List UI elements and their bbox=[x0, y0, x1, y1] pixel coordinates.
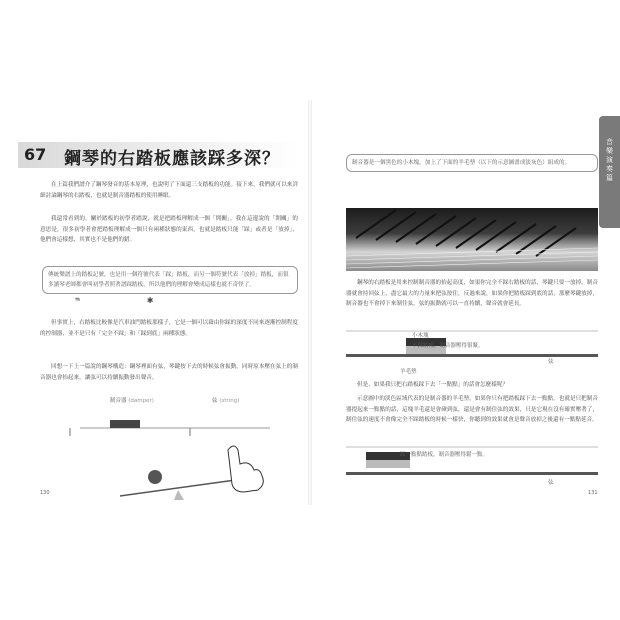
pedal-symbols bbox=[75, 296, 215, 306]
pedal-release-icon: ✱ bbox=[146, 296, 156, 305]
right-page-number: 131 bbox=[588, 490, 598, 496]
damper-lever-diagram bbox=[60, 398, 300, 508]
right-note-box: 制音器是一個黑色的小木塊，加上了下面的羊毛墊（以下的示意圖畫成淡灰色）組成的。 bbox=[346, 154, 598, 172]
damper-photo-art bbox=[346, 208, 598, 271]
right-paragraph-1: 鋼琴的右踏板是用來控制制音器的抬起高度，如果你完全不踩右踏板的話，琴鍵只要一放掉，制音器就會持回弦上，盡它最大的力量來把弦按住，反過來說，如果你把踏板踩到底的話，那麼琴鍵放掉，制音器也不會掉下來制住弦，弦的振動就可以一直持續，聲音就會延長。 bbox=[346, 280, 598, 307]
felt-pad-2 bbox=[366, 460, 410, 468]
left-note-box: 傳統樂譜上的踏板記號，也是用一個符號代表「踩」踏板，而另一個符號代表「放掉」踏板，而很多讀琴老師都會叫初學者照著譜踩踏板，所以他們的理解會變成這樣也就不奇怪了。 bbox=[42, 266, 298, 294]
top-border bbox=[346, 330, 598, 332]
string-label-text: 弦 bbox=[212, 398, 218, 404]
string-label-1: 弦 bbox=[548, 359, 554, 365]
chapter-number: 67 bbox=[24, 145, 47, 164]
top-border-2 bbox=[346, 446, 598, 448]
damper-label-sub: (damper) bbox=[128, 398, 154, 404]
chapter-banner bbox=[18, 142, 298, 168]
pedal-lever bbox=[120, 478, 250, 496]
damper-label-text: 制音器 bbox=[110, 398, 127, 404]
left-paragraph-4: 回想一下上一篇說的鋼琴構造：鋼琴裡面有弦，琴鍵按下去的時候弦會振動，同時原本壓在弦上的制音器也會抬起來，讓弦可以持續振動發出聲音。 bbox=[40, 364, 298, 381]
left-page-number: 130 bbox=[40, 490, 50, 496]
chapter-title: 鋼琴的右踏板應該踩多深？ bbox=[64, 149, 280, 169]
left-paragraph-2: 我還常看到的，關於踏板的初學者踏說，就是把踏板理解成一個「開關」。我在這邊說的「開關」的意思是，很多初學者會把踏板理解成一個只有兩種狀態的東西，也就是踏板只能「踩」或者是「放掉」，他們會這樣想，其實也不是他們的錯。 bbox=[40, 216, 298, 243]
right-paragraph-2: 但是，如果我只把右踏板踩下去「一點點」的話會怎麼樣呢？ bbox=[357, 382, 509, 388]
no-pedal-caption: 不踩踏板，制音器壓得很緊。 bbox=[412, 343, 484, 349]
damper-label bbox=[110, 396, 154, 404]
damper-block bbox=[110, 420, 140, 428]
string-bar bbox=[346, 354, 598, 357]
section-sidebar-tab bbox=[599, 116, 620, 228]
string-label-2: 弦 bbox=[548, 480, 554, 486]
left-paragraph-1: 在上篇我們譜介了鋼琴發音的基本原理，也說明了下面還三支踏板的功能。接下來，我們就可以來詳細討論鋼琴的右踏板，也就是制音器踏板的使用睡眼。 bbox=[40, 182, 298, 199]
pedal-down-icon: 𝆮 bbox=[75, 296, 83, 305]
wood-block-label: 小木塊 bbox=[412, 333, 429, 339]
right-paragraph-3: 示意圖中的淡色區域代表的是制音器的羊毛墊，如果你只有把踏板踩下去一點點，也就是只把制音器提起來一點點的話，這塊羊毛還是會碰到弦，還是會有制住弦的效果，只是它現在沒有確實壓著了，制住弦的速度不會像完全不踩踏板的時候一樣快，你聽到的效果就會是聲音放掉之後還有一點點延音。 bbox=[346, 396, 598, 423]
string-label-sub: (string) bbox=[219, 398, 240, 404]
fulcrum bbox=[174, 490, 184, 500]
section-tab-label: 音樂演奏篇 bbox=[606, 138, 613, 182]
weight-ball bbox=[148, 470, 162, 484]
hand-icon bbox=[228, 446, 263, 492]
piano-dampers-photo bbox=[346, 208, 598, 271]
string-bar-2 bbox=[346, 472, 598, 475]
string-label bbox=[212, 396, 239, 404]
book-spine bbox=[308, 100, 312, 505]
light-pedal-caption: 踩一點點踏板，制音器壓得鬆一點。 bbox=[400, 452, 489, 458]
left-paragraph-3: 但事實上，右踏板比較像是汽車油門踏板那樣子，它是一個可以藉由你踩的深度不同來逐漸控制程度的控制器，並不是只有「完全不踩」和「踩到底」兩種狀態。 bbox=[40, 320, 298, 337]
felt-pad-label: 羊毛墊 bbox=[400, 369, 417, 375]
